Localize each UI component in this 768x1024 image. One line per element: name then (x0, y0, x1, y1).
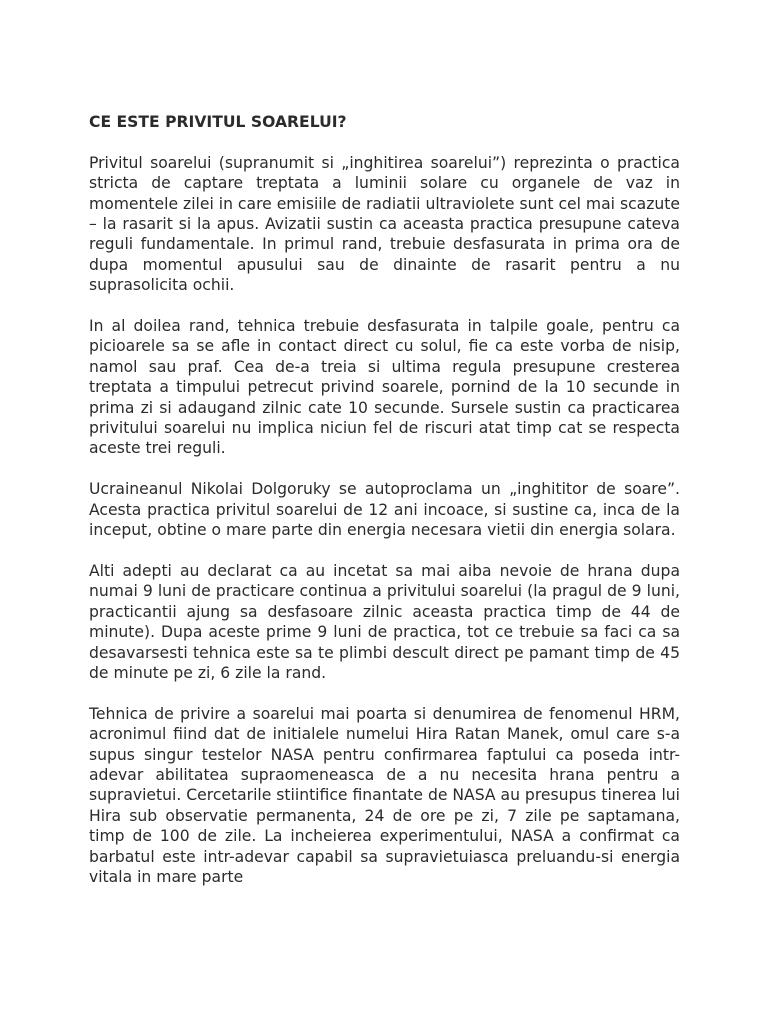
document-page (89, 112, 680, 887)
paragraph-5: Tehnica de privire a soarelui mai poarta si denumirea de fenomenul HRM, acronimul fiind dat de initialele numelui Hira Ratan Manek, omul care s-a supus singur testelor NASA pentru confirmarea faptului ca poseda intr-adevar abilitatea supraomeneasca de a nu necesita hrana pentru a supravietui. Cercetarile stiintifice finantate de NASA au presupus tinerea lui Hira sub observatie permanenta, 24 de ore pe zi, 7 zile pe saptamana, timp de 100 de zile. La incheierea experimentului, NASA a confirmat ca barbatul este intr-adevar capabil sa supravietuiasca preluandu-si energia vitala in mare parte (89, 704, 681, 886)
paragraph-3: Ucraineanul Nikolai Dolgoruky se autoproclama un „inghititor de soare”. Acesta practica privitul soarelui de 12 ani incoace, si sustine ca, inca de la inceput, obtine o mare parte din energia necesara vietii din energia solara. (89, 480, 680, 540)
article-title: CE ESTE PRIVITUL SOARELUI? (89, 113, 347, 131)
paragraph-2: In al doilea rand, tehnica trebuie desfasurata in talpile goale, pentru ca picioarele sa se afle in contact direct cu solul, fie ca este vorba de nisip, namol sau praf. Cea de-a treia si ultima regula presupune cresterea treptata a timpului petrecut privind soarele, pornind de la 10 secunde in prima zi si adaugand zilnic cate 10 secunde. Sursele sustin ca practicarea privitului soarelui nu implica niciun fel de riscuri atat timp cat se respecta aceste trei reguli. (89, 317, 680, 458)
paragraph-1: Privitul soarelui (supranumit si „inghitirea soarelui”) reprezinta o practica stricta de captare treptata a luminii solare cu organele de vaz in momentele zilei in care emisiile de radiatii ultraviolete sunt cel mai scazute – la rasarit si la apus. Avizatii sustin ca aceasta practica presupune cateva reguli fundamentale. In primul rand, trebuie desfasurata in prima ora de dupa momentul apusului sau de dinainte de rasarit pentru a nu suprasolicita ochii. (89, 153, 680, 295)
paragraph-4: Alti adepti au declarat ca au incetat sa mai aiba nevoie de hrana dupa numai 9 luni de practicare continua a privitului soarelui (la pragul de 9 luni, practicantii ajung sa desfasoare zilnic aceasta practica timp de 44 de minute). Dupa aceste prime 9 luni de practica, tot ce trebuie sa faci ca sa desavarsesti tehnica este sa te plimbi descult direct pe pamant timp de 45 de minute pe zi, 6 zile la rand. (89, 561, 680, 682)
